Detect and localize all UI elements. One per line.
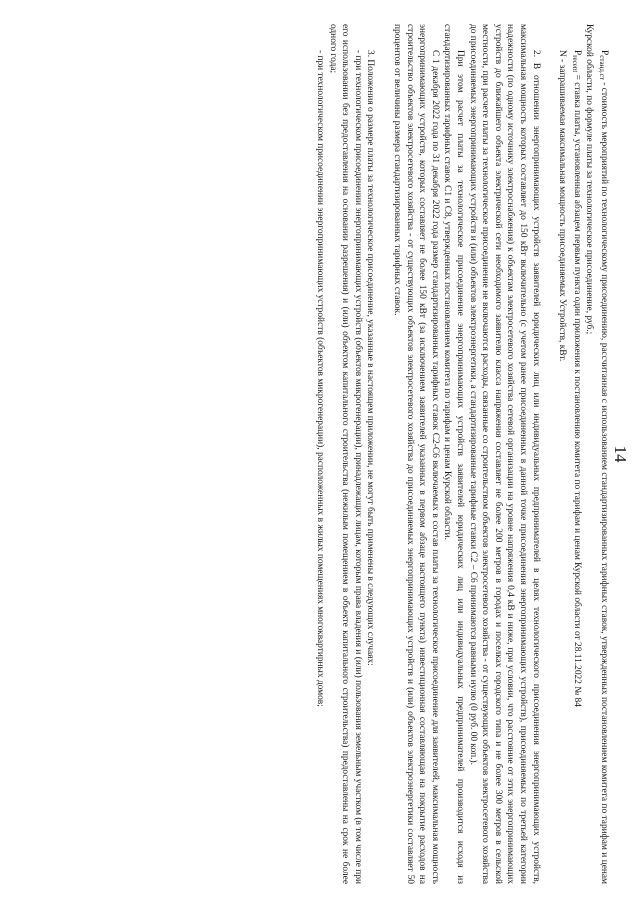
p-stand-subscript: станд.ст: [598, 55, 606, 80]
p-recent-text: = ставка платы, установленная абзацем первым пункта один приложения к постановлению комитета по тарифам и ценам Курской области от 28.11.2022 № 84: [571, 72, 582, 707]
definition-n: N - запрашиваемая максимальная мощность присоединяемых Устройств, кВт.: [557, 50, 568, 362]
section-2-paragraph-1: 2. В отношении энергопринимающих устройств заявителей юридических лиц или индивидуальных предпринимателей в целях технологического присоединения энергопринимающих устройств, максимальная мощность которых составляет до 150 кВт включительно (с учетом ранее присоединенных в данной точке присоединения энергопринимающих устройств), присоединяемых по третьей категории надежности (по одному источнику электроснабжения) к объектам электросетевого хозяйства сетевой организации на уровне напряжения 0,4 кВ и ниже, при условии, что расстояние от этих энергопринимающих устройств до ближайшего объекта электрической сети необходимого заявителю класса напряжения составляет не более 200 метров в городах и поселках городского типа и не более 300 метров в сельской местности, при расчете платы за технологическое присоединение не включаются расходы, связанные со строительством объектов электросетевого хозяйства - от существующих объектов электросетевого хозяйства до присоединяемых энергопринимающих устройств и (или) объектов электроэнергетики, а стандартизированные тарифные ставки С2 – С6 принимаются равными нулю (0 руб. 00 коп.).: [467, 24, 541, 884]
page-number: 14: [611, 445, 630, 463]
p-recent-subscript: recent: [570, 55, 579, 73]
rotated-document-page: [40, 24, 630, 884]
section-3-item-2: - при технологическом присоединении энергопринимающих устройств (объектов микрогенерации), расположенных в жилых помещениях многоквартирных домов;: [315, 50, 326, 707]
p-stand-symbol: P: [599, 50, 609, 56]
section-gap: [377, 24, 391, 884]
section-2-paragraph-3: С 1 декабря 2022 года по 31 декабря 2022 года размер стандартизированных тарифных ставок С2-С6 включаемых в состав платы за технологическое присоединение для заявителей, максимальная мощность энергопринимающих устройств, которых составляет не более 150 кВт (за исключением заявителей указанных в первом абзаце настоящего пункта) инвестиционная составляющая на покрытие расходов на строительство объектов электросетевого хозяйства - от существующих объектов электросетевого хозяйства до присоединяемых энергопринимающих устройств и (или) объектов электроэнергетики составляет 50 процентов от величины размера стандартизированных тарифных ставок.: [392, 24, 440, 884]
section-2-paragraph-2: При этом расчет платы за технологическое присоединение энергопринимающих устройств заявителей юридических лиц или индивидуальных предпринимателей производится исходя из стандартизированных тарифных ставок С1 и С8, утвержденных постановлением комитета по тарифам и ценам Курской области.: [442, 24, 466, 884]
section-3-paragraph-1: 3. Положения о размере платы за технологическое присоединение, указанные в настоящем приложении, не могут быть применены в следующих случаях:: [365, 50, 376, 666]
definition-p-recent: [568, 24, 583, 884]
p-stand-text: - стоимость мероприятий по технологическому присоединению, рассчитанная с использованием стандартизированных тарифных ставок, утвержденных постановлением комитета по тарифам и ценам Курской области, по формуле платы за технологическое присоединение, руб.;: [584, 24, 609, 884]
definition-p-stand: [583, 24, 610, 884]
p-recent-symbol: P: [571, 50, 582, 56]
section-gap: [542, 24, 556, 884]
section-3-item-1: - при технологическом присоединении энергопринимающих устройств (объектов микрогенерации), принадлежащих лицам, которым права владения и (или) пользования земельным участком (в том числе при его использовании без предоставления на основании разрешения) и (или) объектом капитального строительства (нежилым помещением в объекте капитального строительства) предоставлены на срок не более одного года;: [327, 24, 363, 884]
